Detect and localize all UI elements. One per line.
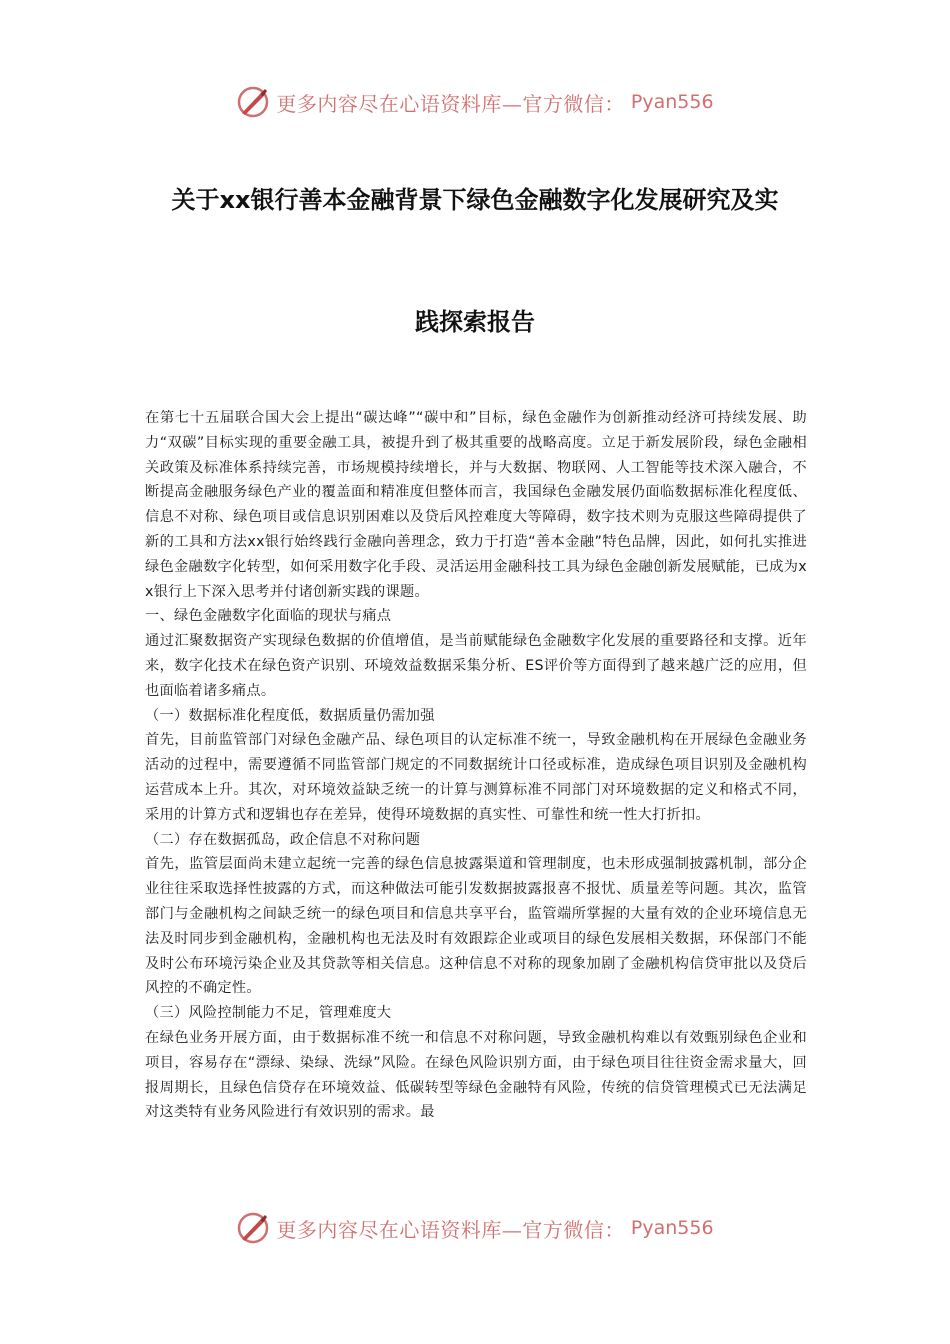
paragraph-1-3: 在绿色业务开展方面，由于数据标准不统一和信息不对称问题，导致金融机构难以有效甄别绿色企业和项目，容易存在“漂绿、染绿、洗绿”风险。在绿色风险识别方面，由于绿色项目往往资金需求量大，回报周期长，且绿色信贷存在环境效益、低碳转型等绿色金融特有风险，传统的信贷管理模式已无法满足对这类特有业务风险进行有效识别的需求。最 [145,1029,807,1121]
watermark-text: 更多内容尽在心语资料库—官方微信： [276,1217,625,1242]
watermark-wechat-id: Pyan556 [630,91,714,113]
document-body [145,406,807,1125]
paragraph-section-1: 通过汇聚数据资产实现绿色数据的价值增值，是当前赋能绿色金融数字化发展的重要路径和支撑。近年来，数字化技术在绿色资产识别、环境效益数据采集分析、ES评价等方面得到了越来越广泛的应用，但也面临着诸多痛点。 [145,633,807,699]
paragraph-1-1: 首先，目前监管部门对绿色金融产品、绿色项目的认定标准不统一，导致金融机构在开展绿色金融业务活动的过程中，需要遵循不同监管部门规定的不同数据统计口径或标准，造成绿色项目识别及金融机构运营成本上升。其次，对环境效益缺乏统一的计算与测算标准不同部门对环境数据的定义和格式不同，采用的计算方式和逻辑也存在差异，使得环境数据的真实性、可靠性和统一性大打折扣。 [145,732,807,823]
footer-watermark [0,1208,950,1248]
pen-logo-icon [236,1211,270,1245]
watermark-wechat-id: Pyan556 [630,1217,714,1239]
watermark-text: 更多内容尽在心语资料库—官方微信： [276,91,625,116]
pen-logo-icon [236,85,270,119]
paragraph-intro: 在第七十五届联合国大会上提出“碳达峰”“碳中和”目标，绿色金融作为创新推动经济可持续发展、助力“双碳”目标实现的重要金融工具，被提升到了极其重要的战略高度。立足于新发展阶段，绿色金融相关政策及标准体系持续完善，市场规模持续增长，并与大数据、物联网、人工智能等技术深入融合，不断提高金融服务绿色产业的覆盖面和精准度但整体而言，我国绿色金融发展仍面临数据标准化程度低、信息不对称、绿色项目或信息识别困难以及贷后风控难度大等障碍，数字技术则为克服这些障碍提供了新的工具和方法xx银行始终践行金融向善理念，致力于打造“善本金融”特色品牌，因此，如何扎实推进绿色金融数字化转型，如何采用数字化手段、灵活运用金融科技工具为绿色金融创新发展赋能，已成为xx银行上下深入思考并付诸创新实践的课题。 [145,410,807,600]
document-title-line-2: 践探索报告 [415,308,535,336]
paragraph-1-2: 首先，监管层面尚未建立起统一完善的绿色信息披露渠道和管理制度，也未形成强制披露机制，部分企业往往采取选择性披露的方式，而这种做法可能引发数据披露报喜不报忧、质量差等问题。其次，监管部门与金融机构之间缺乏统一的绿色项目和信息共享平台，监管端所掌握的大量有效的企业环境信息无法及时同步到金融机构，金融机构也无法及时有效跟踪企业或项目的绿色发展相关数据，环保部门不能及时公布环境污染企业及其贷款等相关信息。这种信息不对称的现象加剧了金融机构信贷审批以及贷后风控的不确定性。 [145,856,807,997]
header-watermark [0,82,950,122]
subheading-1-2: （二）存在数据孤岛，政企信息不对称问题 [145,831,421,848]
subheading-1-3: （三）风险控制能力不足，管理难度大 [145,1005,392,1022]
document-title-line-1: 关于xx银行善本金融背景下绿色金融数字化发展研究及实 [171,186,779,214]
section-heading-1: 一、绿色金融数字化面临的现状与痛点 [145,608,392,625]
subheading-1-1: （一）数据标准化程度低，数据质量仍需加强 [145,707,435,724]
